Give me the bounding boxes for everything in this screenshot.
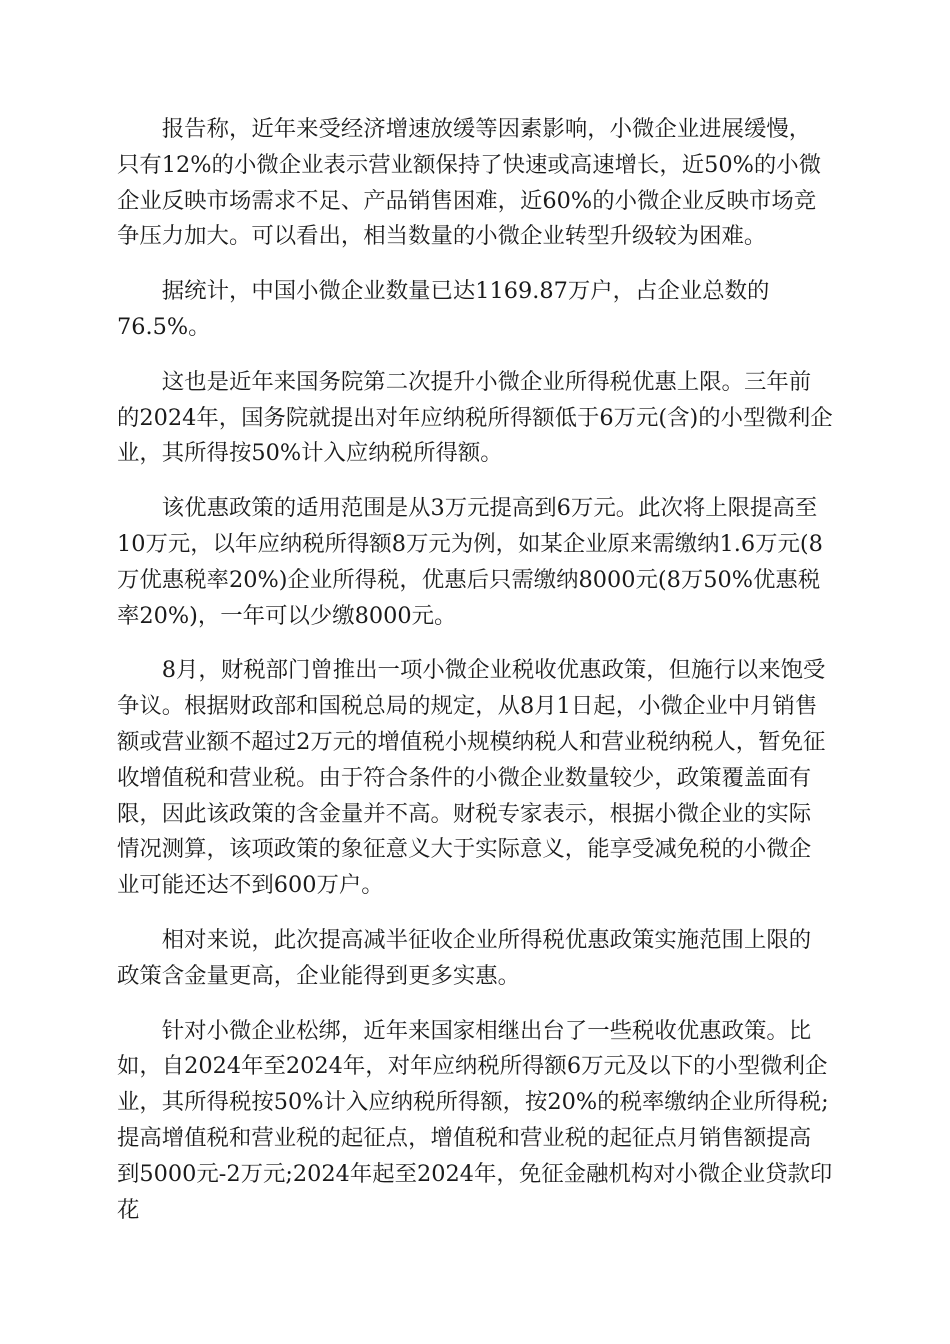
paragraph-3: 这也是近年来国务院第二次提升小微企业所得税优惠上限。三年前的2024年，国务院就提出对年应纳税所得额低于6万元(含)的小型微利企业，其所得按50%计入应纳税所得额。 bbox=[117, 368, 833, 467]
paragraph-7: 针对小微企业松绑，近年来国家相继出台了一些税收优惠政策。比如，自2024年至2024年，对年应纳税所得额6万元及以下的小型微利企业，其所得税按50%计入应纳税所得额，按20%的税率缴纳企业所得税;提高增值税和营业税的起征点，增值税和营业税的起征点月销售额提高到5000元-2万元;2024年起至2024年，免征金融机构对小微企业贷款印花 bbox=[117, 1017, 833, 1223]
paragraph-5: 8月，财税部门曾推出一项小微企业税收优惠政策，但施行以来饱受争议。根据财政部和国税总局的规定，从8月1日起，小微企业中月销售额或营业额不超过2万元的增值税小规模纳税人和营业税纳税人，暂免征收增值税和营业税。由于符合条件的小微企业数量较少，政策覆盖面有限，因此该政策的含金量并不高。财税专家表示，根据小微企业的实际情况测算，该项政策的象征意义大于实际意义，能享受减免税的小微企业可能还达不到600万户。 bbox=[117, 657, 826, 899]
article-body bbox=[117, 112, 833, 1247]
paragraph-6: 相对来说，此次提高减半征收企业所得税优惠政策实施范围上限的政策含金量更高，企业能得到更多实惠。 bbox=[117, 926, 812, 989]
paragraph-1: 报告称，近年来受经济增速放缓等因素影响，小微企业进展缓慢，只有12%的小微企业表示营业额保持了快速或高速增长，近50%的小微企业反映市场需求不足、产品销售困难，近60%的小微企业反映市场竞争压力加大。可以看出，相当数量的小微企业转型升级较为困难。 bbox=[117, 116, 822, 250]
paragraph-2: 据统计，中国小微企业数量已达1169.87万户，占企业总数的76.5%。 bbox=[117, 278, 770, 340]
paragraph-4: 该优惠政策的适用范围是从3万元提高到6万元。此次将上限提高至10万元，以年应纳税所得额8万元为例，如某企业原来需缴纳1.6万元(8万优惠税率20%)企业所得税，优惠后只需缴纳8000元(8万50%优惠税率20%)，一年可以少缴8000元。 bbox=[117, 495, 823, 629]
